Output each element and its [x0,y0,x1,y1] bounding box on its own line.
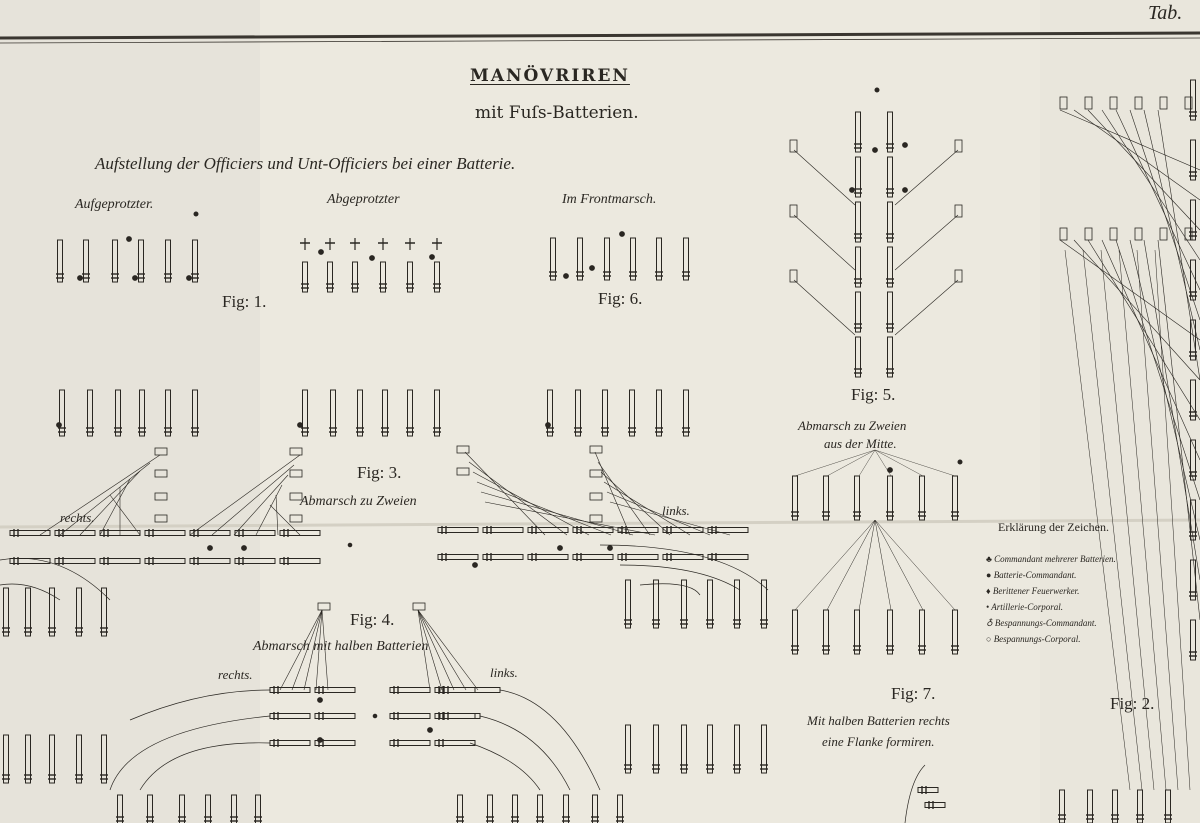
label-aufgeprotzter: Aufgeprotzter. [75,197,154,212]
marker-dot [888,468,893,473]
marker-dot [373,714,377,718]
team-commandant-icon: ♁ [986,618,993,628]
marker-dot [187,276,192,281]
fig3-caption: Abmarsch zu Zweien [300,494,417,509]
fig7-label: Fig: 7. [891,684,936,703]
legend [982,520,1182,644]
marker-dot [319,250,324,255]
marker-dot [430,255,435,260]
rechts-label-1: rechts. [60,510,95,525]
tab-mark: Tab. [1148,2,1183,24]
marker-dot [850,188,855,193]
fig4-label: Fig: 4. [350,610,395,629]
marker-dot [428,728,433,733]
links-label-1: links. [662,503,690,518]
battery-commandant-icon: ● [986,570,992,580]
fig7-caption-1: Mit halben Batterien rechts [807,713,950,728]
marker-dot [564,274,569,279]
fig4-caption: Abmarsch mit halben Batterien [253,639,429,654]
marker-dot [194,212,198,216]
fig7-caption-2: eine Flanke formiren. [822,734,935,749]
marker-dot [208,546,213,551]
marker-dot [903,143,908,148]
legend-title: Erklärung der Zeichen. [998,520,1109,534]
legend-item-commandant: ♣ Commandant mehrerer Batterien. [986,554,1116,564]
marker-dot [298,423,303,428]
marker-dot [473,563,478,568]
mounted-fireworker-icon: ♦ [986,586,991,596]
corporal-icon: • [986,602,990,612]
fig2-label: Fig: 2. [1110,694,1155,713]
fig5-caption-2: aus der Mitte. [824,436,897,451]
legend-item-team-commandant: ♁ Bespannungs-Commandant. [986,618,1097,628]
legend-item-fireworker: ♦ Berittener Feuerwerker. [986,586,1080,596]
team-corporal-icon: ○ [986,634,992,644]
fig6-label: Fig: 6. [598,289,643,308]
heading: Aufstellung der Officiers und Unt-Officiers bei einer Batterie. [95,154,516,173]
marker-dot [127,237,132,242]
legend-item-corporal: • Artillerie-Corporal. [986,602,1063,612]
fig3-label: Fig: 3. [357,463,402,482]
fig1-label: Fig: 1. [222,292,267,311]
marker-dot [242,546,247,551]
marker-dot [608,546,613,551]
marker-dot [133,276,138,281]
legend-item-battery-commandant: ● Batterie-Commandant. [986,570,1077,580]
marker-dot [875,88,879,92]
marker-dot [873,148,878,153]
commandant-icon: ♣ [986,554,992,564]
marker-dot [558,546,563,551]
marker-dot [57,423,62,428]
marker-dot [348,543,352,547]
marker-dot [546,423,551,428]
fig5-label: Fig: 5. [851,385,896,404]
legend-item-team-corporal: ○ Bespannungs-Corporal. [986,634,1081,644]
label-frontmarsch: Im Frontmarsch. [562,192,657,207]
marker-dot [620,232,625,237]
links-label-2: links. [490,665,518,680]
marker-dot [903,188,908,193]
plate-title: MANÖVRIREN [470,66,630,86]
fig5-caption-1: Abmarsch zu Zweien [798,418,907,433]
marker-dot [318,698,323,703]
marker-dot [78,276,83,281]
plate-subtitle: mit Fuſs-Batterien. [475,103,639,123]
label-abgeprotzter: Abgeprotzter [327,192,400,207]
rechts-label-2: rechts. [218,667,253,682]
marker-dot [318,738,323,743]
marker-dot [370,256,375,261]
marker-dot [958,460,962,464]
marker-dot [590,266,595,271]
